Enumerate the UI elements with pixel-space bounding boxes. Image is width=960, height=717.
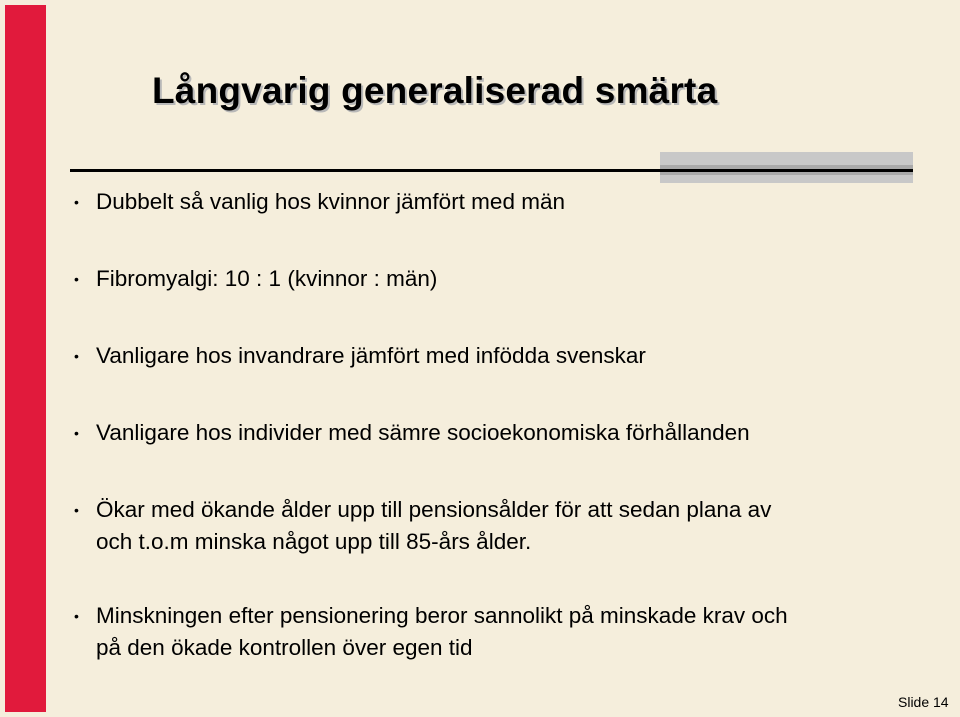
bullet-icon: • xyxy=(74,502,79,518)
accent-bar xyxy=(5,5,46,712)
title-rule xyxy=(70,169,913,172)
slide-number: Slide 14 xyxy=(898,694,949,710)
bullet-text: Fibromyalgi: 10 : 1 (kvinnor : män) xyxy=(96,266,438,291)
bullet-icon: • xyxy=(74,348,79,364)
slide-title: Långvarig generaliserad smärta xyxy=(152,70,718,111)
bullet-icon: • xyxy=(74,271,79,287)
bullet-text: Minskningen efter pensionering beror sannolikt på minskade krav och xyxy=(96,603,788,628)
bullet-text: Dubbelt så vanlig hos kvinnor jämfört med män xyxy=(96,189,565,214)
bullet-text-continued: på den ökade kontrollen över egen tid xyxy=(96,635,473,660)
bullet-text: Vanligare hos individer med sämre socioekonomiska förhållanden xyxy=(96,420,750,445)
bullet-text: Vanligare hos invandrare jämfört med infödda svenskar xyxy=(96,343,646,368)
bullet-icon: • xyxy=(74,194,79,210)
bullet-icon: • xyxy=(74,608,79,624)
bullet-text: Ökar med ökande ålder upp till pensionsålder för att sedan plana av xyxy=(96,497,772,522)
bullet-icon: • xyxy=(74,425,79,441)
bullet-text-continued: och t.o.m minska något upp till 85-års ålder. xyxy=(96,529,532,554)
